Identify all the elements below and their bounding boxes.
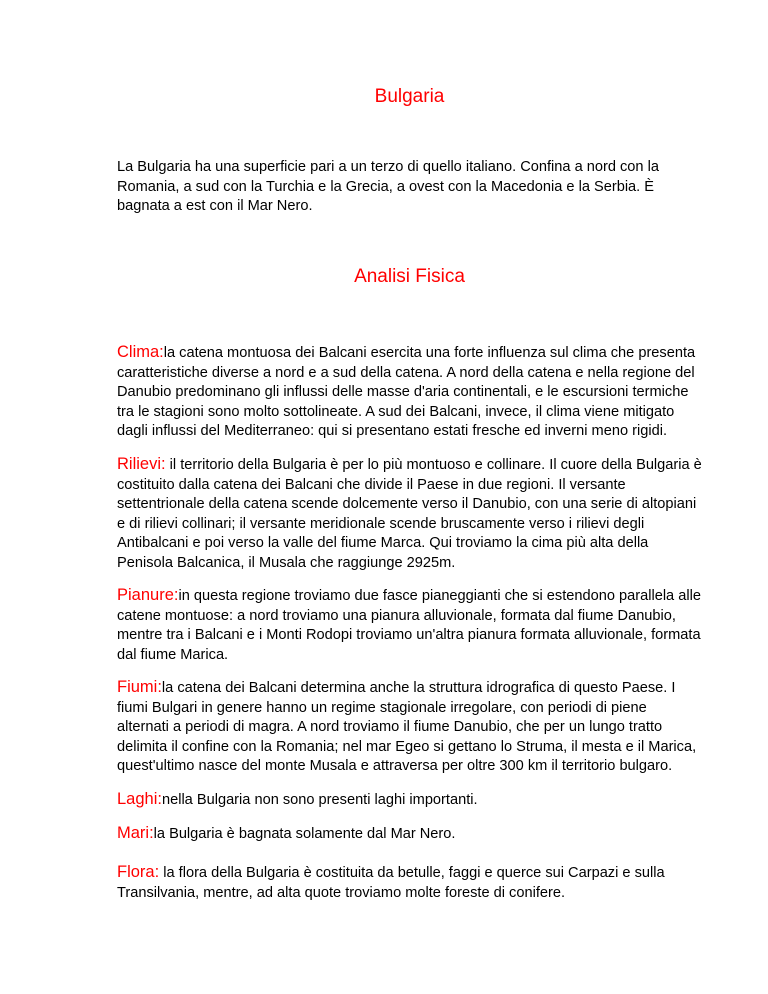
rilievi-label: Rilievi: — [117, 455, 166, 473]
pianure-text: in questa regione troviamo due fasce pianeggianti che si estendono parallela alle catene montuose: a nord troviamo una pianura alluvionale, formata dal fiume Danubio, mentre tra i Balcani e i Monti Rodopi troviamo un'altra pianura formata alluvionale, formata dal fiume Marica. — [117, 588, 701, 663]
document-title: Bulgaria — [374, 86, 445, 107]
flora-paragraph — [117, 863, 702, 903]
pianure-label: Pianure: — [117, 586, 179, 604]
section-title: Analisi Fisica — [354, 266, 465, 287]
fiumi-label: Fiumi: — [117, 678, 162, 696]
intro-paragraph: La Bulgaria ha una superficie pari a un terzo di quello italiano. Confina a nord con la Romania, a sud con la Turchia e la Grecia, a ovest con la Macedonia e la Serbia. È bagnata a est con il Mar Nero. — [117, 159, 659, 214]
laghi-text: nella Bulgaria non sono presenti laghi importanti. — [161, 792, 478, 808]
flora-label: Flora: — [117, 863, 160, 881]
mari-text: la Bulgaria è bagnata solamente dal Mar Nero. — [153, 826, 456, 842]
rilievi-paragraph — [117, 455, 702, 573]
flora-text: la flora della Bulgaria è costituita da betulle, faggi e querce sui Carpazi e sulla Transilvania, mentre, ad alta quote troviamo molte foreste di conifere. — [117, 865, 665, 901]
pianure-paragraph — [117, 586, 702, 665]
clima-label: Clima: — [117, 343, 164, 361]
mari-label: Mari: — [117, 824, 154, 842]
clima-text: la catena montuosa dei Balcani esercita una forte influenza sul clima che presenta caratteristiche diverse a nord e a sud della catena. A nord della catena e nella regione del Danubio predominano gli influssi delle masse d'aria continentali, e le escursioni termiche tra le stagioni sono molto sottolineate. A sud dei Balcani, invece, il clima viene mitigato dagli influssi del Mediterraneo: qui si presentano estati fresche ed inverni meno rigidi. — [117, 345, 696, 439]
laghi-paragraph — [117, 790, 702, 811]
fiumi-paragraph — [117, 678, 702, 777]
clima-paragraph — [117, 343, 702, 442]
mari-paragraph — [117, 824, 702, 845]
rilievi-text: il territorio della Bulgaria è per lo più montuoso e collinare. Il cuore della Bulgaria è costituito dalla catena dei Balcani che divide il Paese in due regioni. Il versante settentrionale della catena scende dolcemente verso il Danubio, con una serie di altopiani e di rilievi collinari; il versante meridionale scende bruscamente verso i rilievi degli Antibalcani e poi verso la valle del fiume Marca. Qui troviamo la cima più alta della Penisola Balcanica, il Musala che raggiunge 2925m. — [117, 457, 702, 571]
fiumi-text: la catena dei Balcani determina anche la struttura idrografica di questo Paese. I fiumi Bulgari in genere hanno un regime stagionale irregolare, con periodi di piene alternati a periodi di magra. A nord troviamo il fiume Danubio, che per un lungo tratto delimita il confine con la Romania; nel mar Egeo si gettano lo Struma, il mesta e il Marica, quest'ultimo nasce del monte Musala e attraversa per oltre 300 km il territorio bulgaro. — [117, 680, 697, 774]
laghi-label: Laghi: — [117, 790, 162, 808]
